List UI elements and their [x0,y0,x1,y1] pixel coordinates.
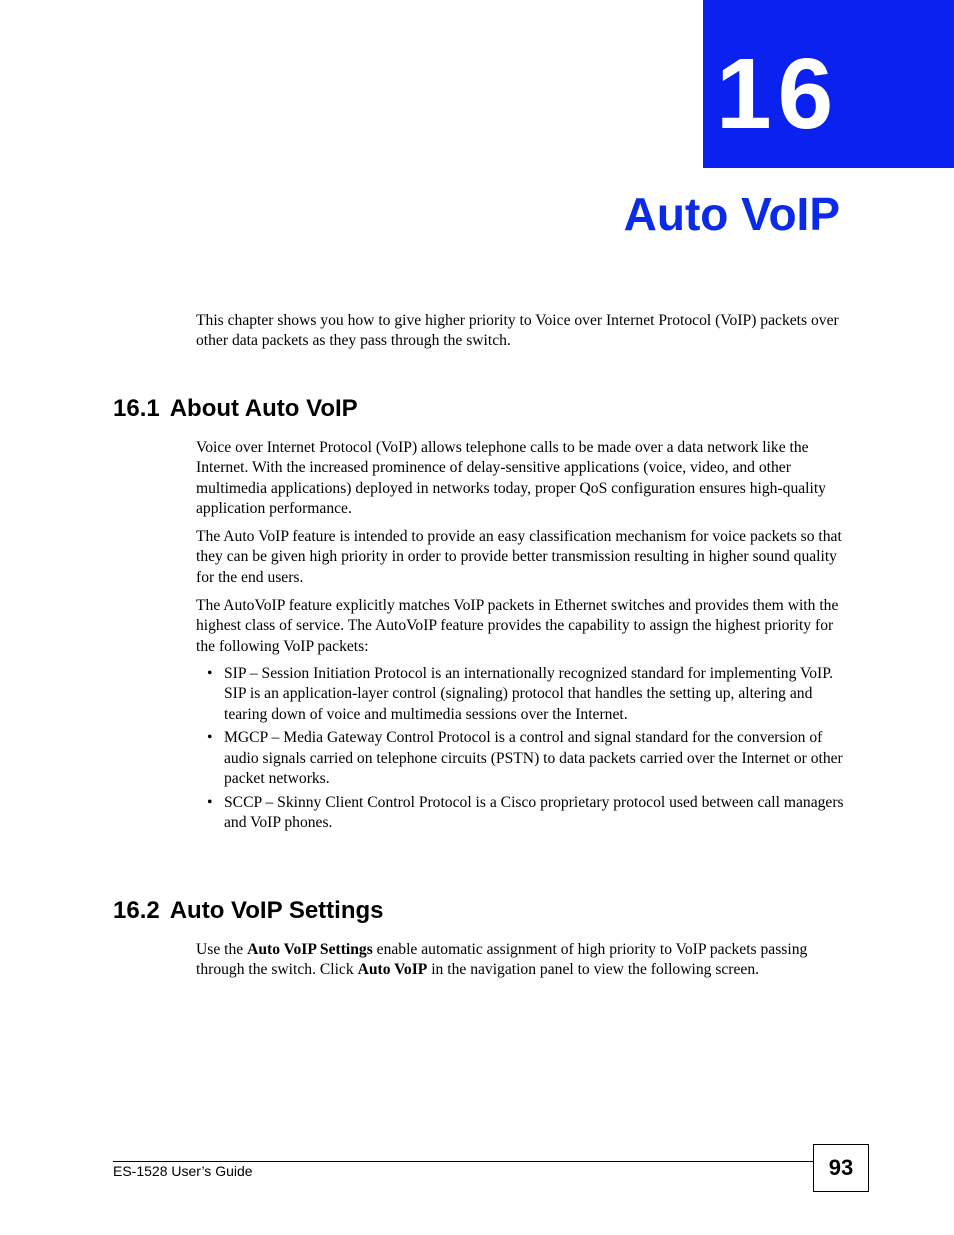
list-item-text: SIP – Session Initiation Protocol is an internationally recognized standard for implementing VoIP. SIP is an application-layer control (signaling) protocol that handles the setting up, altering and tearing down of voice and multimedia sessions over the Internet. [224,665,834,723]
list-item-text: SCCP – Skinny Client Control Protocol is a Cisco proprietary protocol used between call managers and VoIP phones. [224,793,844,832]
voip-protocol-list [196,664,846,837]
body-paragraph: The Auto VoIP feature is intended to provide an easy classification mechanism for voice packets so that they can be given high priority in order to provide better transmission resulting in higher sound quality for the end users. [196,528,842,586]
ui-term-auto-voip: Auto VoIP [357,961,428,979]
body-paragraph: The AutoVoIP feature explicitly matches VoIP packets in Ethernet switches and provides them with the highest class of service. The AutoVoIP feature provides the capability to assign the highest priority for the following VoIP packets: [196,597,839,655]
text-run: enable automatic assignment of high priority to VoIP packets passing through the switch. Click [196,941,808,979]
list-item [196,728,846,789]
list-item [196,664,846,725]
intro-paragraph: This chapter shows you how to give higher priority to Voice over Internet Protocol (VoIP) packets over other data packets as they pass through the switch. [196,312,839,350]
ui-term-auto-voip-settings: Auto VoIP Settings [247,941,373,958]
chapter-title: Auto VoIP [623,188,840,240]
bullet-icon: • [207,729,213,747]
footer-guide-title: ES-1528 User’s Guide [113,1163,253,1179]
page-number: 93 [813,1144,869,1192]
text-run: Use the [196,941,248,958]
section-heading-16-1 [113,397,358,421]
section-number: 16.2 [113,897,160,924]
list-item [196,793,846,834]
bullet-icon: • [207,665,213,682]
text-run: in the navigation panel to view the following screen. [427,961,760,979]
section-title: Auto VoIP Settings [169,897,384,924]
body-paragraph: Voice over Internet Protocol (VoIP) allows telephone calls to be made over a data network like the Internet. With the increased prominence of delay-sensitive applications (voice, video, and other multimedia applications) deployed in networks today, proper QoS configuration ensures high-quality application performance. [196,439,826,517]
chapter-number: 16 [716,38,840,150]
section-number: 16.1 [113,395,160,422]
body-paragraph [196,940,846,981]
bullet-icon: • [207,793,213,811]
list-item-text: MGCP – Media Gateway Control Protocol is a control and signal standard for the conversion of audio signals carried on telephone circuits (PSTN) to data packets carried over the Internet or other packet networks. [224,729,843,787]
section-title: About Auto VoIP [169,395,358,422]
section-heading-16-2 [113,899,384,923]
footer-divider [113,1161,813,1162]
